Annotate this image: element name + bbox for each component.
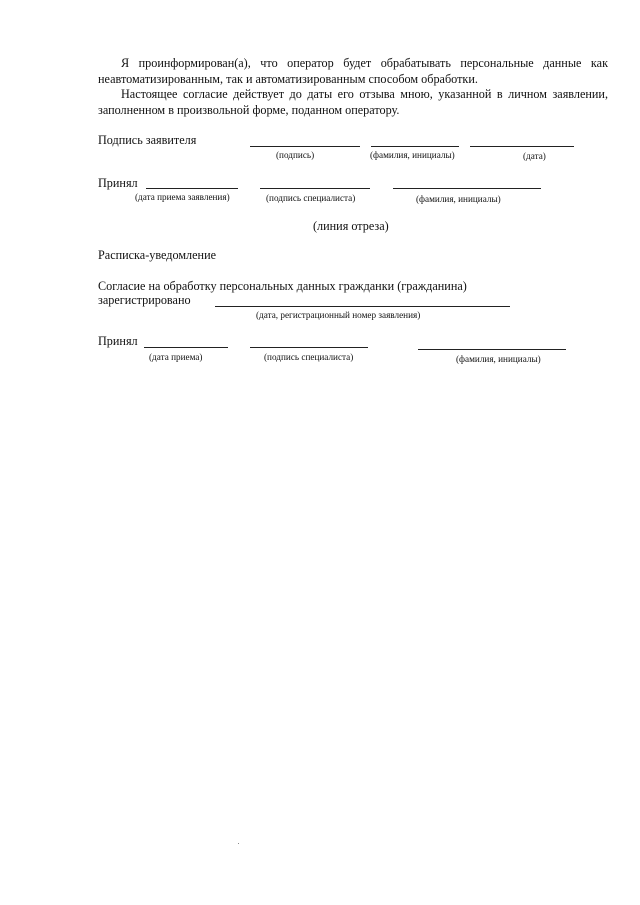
- cut-line-label: (линия отреза): [313, 219, 389, 233]
- accepted-label-2: Принял: [98, 334, 138, 348]
- registered-label: зарегистрировано: [98, 293, 191, 307]
- receipt-title: Расписка-уведомление: [98, 248, 217, 262]
- specialist-name-caption-2: (фамилия, инициалы): [456, 354, 541, 364]
- specialist-name-caption-1: (фамилия, инициалы): [416, 194, 501, 204]
- receipt-consent-text: Согласие на обработку персональных данных гражданки (гражданина): [98, 279, 467, 293]
- applicant-date-line[interactable]: [470, 146, 574, 147]
- applicant-name-caption: (фамилия, инициалы): [370, 150, 455, 160]
- validity-paragraph-line-1: Настоящее согласие действует до даты его отзыва мною, указанной в личном заявлении,: [121, 87, 608, 101]
- info-paragraph: [98, 56, 608, 87]
- applicant-signature-label: Подпись заявителя: [98, 133, 197, 147]
- accepted-date-caption-1: (дата приема заявления): [135, 192, 230, 202]
- applicant-name-line[interactable]: [371, 146, 459, 147]
- specialist-name-line-1[interactable]: [393, 188, 541, 189]
- info-paragraph-line-1: Я проинформирован(а), что оператор будет обрабатывать персональные данные как: [121, 56, 608, 70]
- registration-caption: (дата, регистрационный номер заявления): [256, 310, 421, 320]
- accepted-label-1: Принял: [98, 176, 138, 190]
- applicant-signature-line[interactable]: [250, 146, 360, 147]
- specialist-signature-caption-1: (подпись специалиста): [266, 193, 356, 203]
- registration-line[interactable]: [215, 306, 510, 307]
- applicant-signature-caption: (подпись): [276, 150, 315, 160]
- validity-paragraph: [98, 87, 608, 118]
- specialist-signature-line-2[interactable]: [250, 347, 368, 348]
- accepted-date-line-2[interactable]: [144, 347, 228, 348]
- specialist-signature-line-1[interactable]: [260, 188, 370, 189]
- info-paragraph-line-2: неавтоматизированным, так и автоматизированным способом обработки.: [98, 71, 478, 86]
- applicant-date-caption: (дата): [523, 151, 546, 161]
- specialist-signature-caption-2: (подпись специалиста): [264, 352, 354, 362]
- validity-paragraph-line-2: заполненном в произвольной форме, поданном оператору.: [98, 102, 400, 117]
- accepted-date-caption-2: (дата приема): [149, 352, 203, 362]
- specialist-name-line-2[interactable]: [418, 349, 566, 350]
- accepted-date-line-1[interactable]: [146, 188, 238, 189]
- scan-speck: [238, 843, 239, 844]
